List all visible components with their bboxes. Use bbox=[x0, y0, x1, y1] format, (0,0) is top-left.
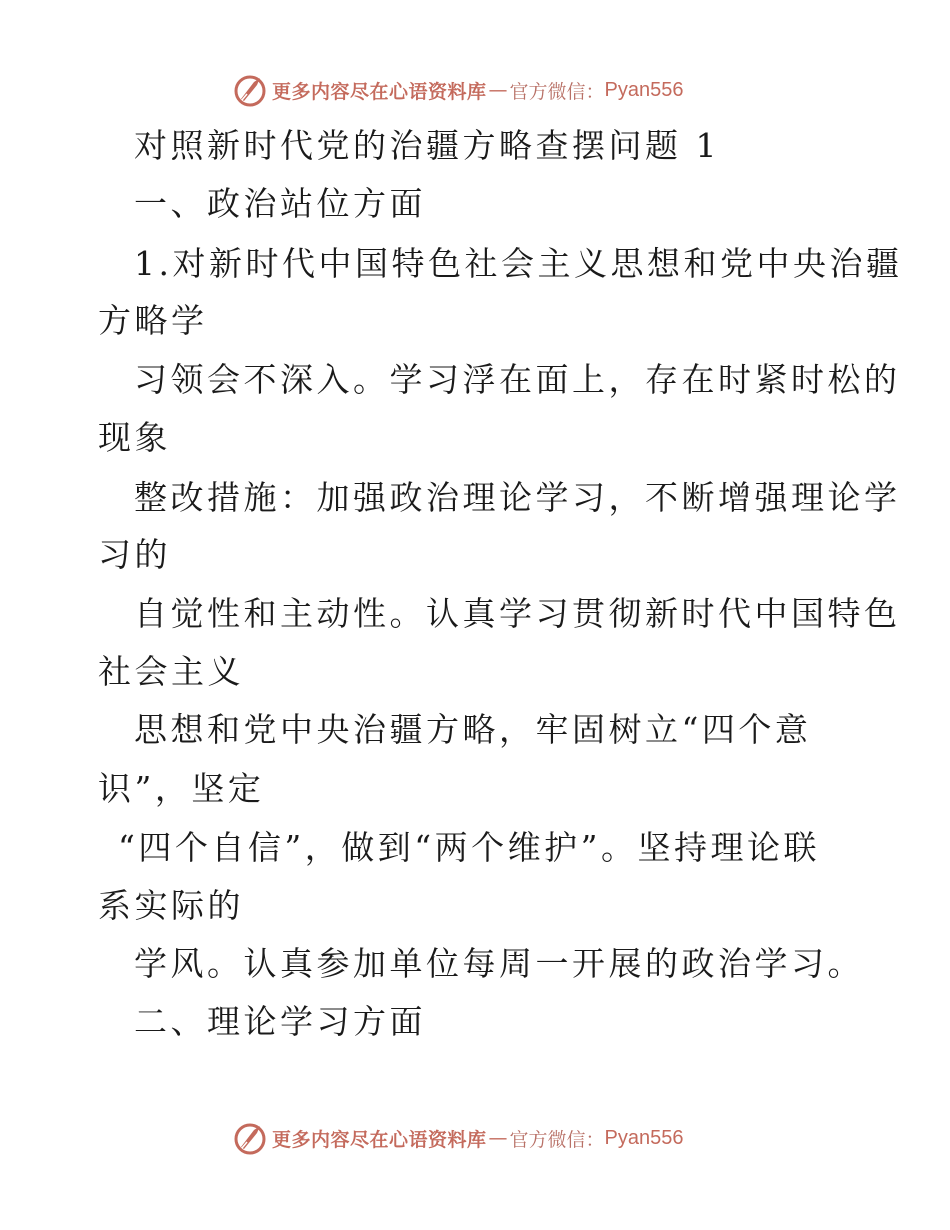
paragraph-line: 系实际的 bbox=[98, 886, 244, 925]
paragraph-line: 1.对新时代中国特色社会主义思想和党中央治疆 bbox=[134, 244, 903, 283]
footer-watermark bbox=[232, 1118, 684, 1158]
paragraph-line: 习的 bbox=[98, 535, 171, 574]
watermark-id: Pyan556 bbox=[604, 1126, 684, 1149]
watermark-brand: 更多内容尽在心语资料库 bbox=[272, 1128, 487, 1151]
paragraph-line: “四个自信”，做到“两个维护”。坚持理论联 bbox=[118, 828, 820, 867]
paragraph-line: 习领会不深入。学习浮在面上，存在时紧时松的 bbox=[134, 360, 901, 399]
paragraph-line: 自觉性和主动性。认真学习贯彻新时代中国特色 bbox=[134, 594, 901, 633]
watermark-brand: 更多内容尽在心语资料库 bbox=[272, 80, 487, 103]
watermark-separator: — bbox=[488, 79, 508, 101]
paragraph-line: 识”，坚定 bbox=[98, 769, 265, 808]
quill-pen-logo-icon bbox=[232, 1120, 268, 1156]
section-heading: 一、政治站位方面 bbox=[134, 184, 426, 223]
paragraph-line: 整改措施：加强政治理论学习，不断增强理论学 bbox=[134, 478, 901, 517]
paragraph-line: 方略学 bbox=[98, 301, 208, 340]
paragraph-line: 学风。认真参加单位每周一开展的政治学习。 bbox=[134, 944, 864, 983]
quill-pen-logo-icon bbox=[232, 72, 268, 108]
document-title: 对照新时代党的治疆方略查摆问题 1 bbox=[134, 126, 720, 165]
header-watermark bbox=[232, 70, 684, 110]
paragraph-line: 思想和党中央治疆方略，牢固树立“四个意 bbox=[134, 710, 812, 749]
watermark-label: 官方微信： bbox=[509, 80, 605, 103]
paragraph-line: 现象 bbox=[98, 418, 171, 457]
watermark-id: Pyan556 bbox=[604, 78, 684, 101]
watermark-label: 官方微信： bbox=[509, 1128, 605, 1151]
watermark-separator: — bbox=[488, 1127, 508, 1149]
paragraph-line: 社会主义 bbox=[98, 652, 244, 691]
section-heading: 二、理论学习方面 bbox=[134, 1002, 426, 1041]
